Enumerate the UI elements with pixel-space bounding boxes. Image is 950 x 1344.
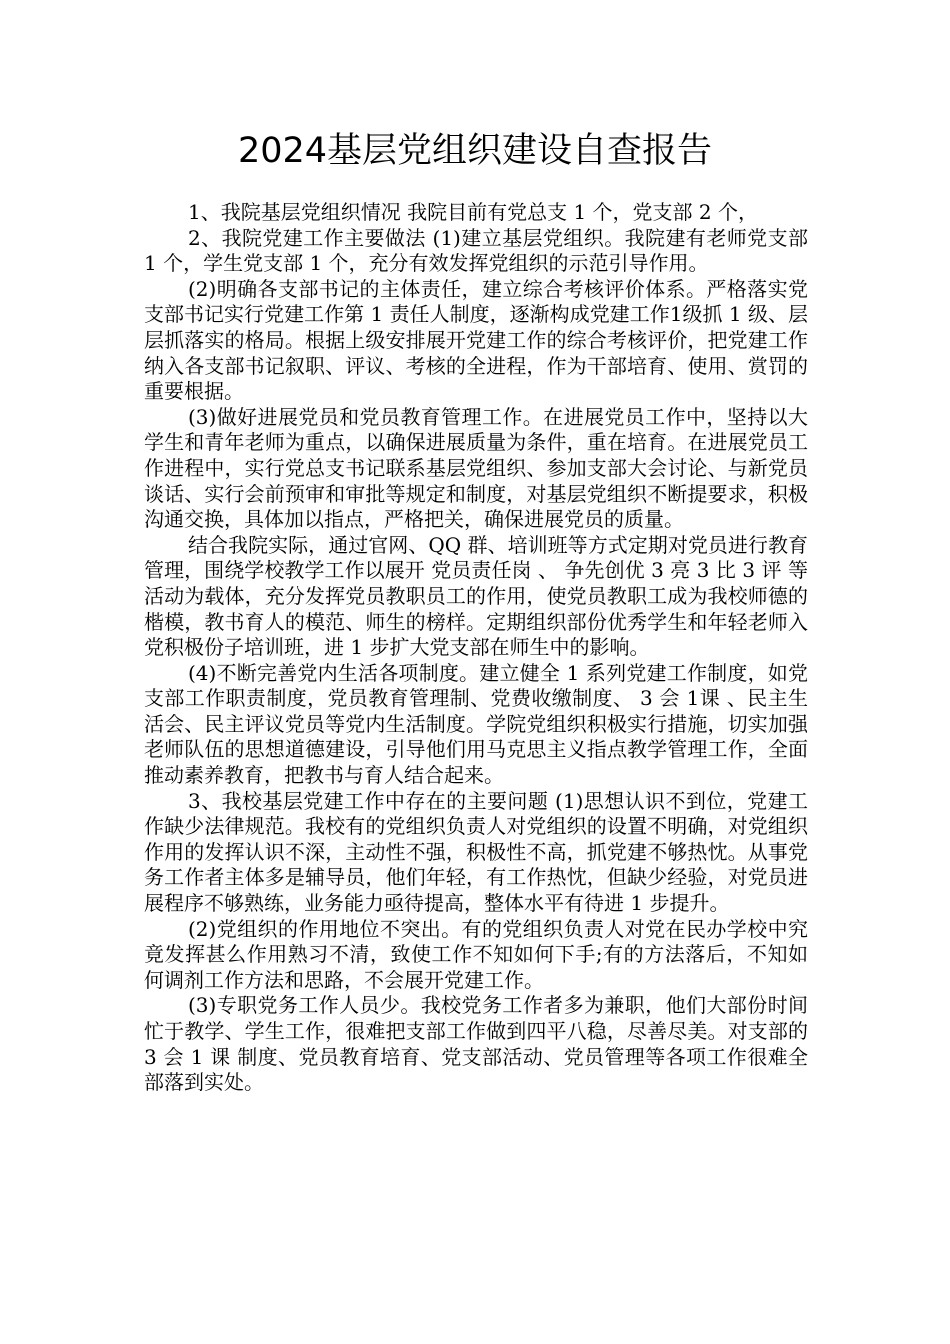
paragraph-4: (3)做好进展党员和党员教育管理工作。在进展党员工作中，坚持以大学生和青年老师为重点，以确保进展质量为条件，重在培育。在进展党员工作进程中，实行党总支书记联系基层党组织、参加支部大会讨论、与新党员谈话、实行会前预审和审批等规定和制度，对基层党组织不断提要求，积极沟通交换，具体加以指点，严格把关，确保进展党员的质量。: [144, 404, 808, 532]
paragraph-1: 1、我院基层党组织情况 我院目前有党总支 1 个，党支部 2 个，: [188, 200, 758, 224]
paragraph-7: 3、我校基层党建工作中存在的主要问题 (1)思想认识不到位，党建工作缺少法律规范。我校有的党组织负责人对党组织的设置不明确，对党组织作用的发挥认识不深，主动性不强，积极性不高，抓党建不够热忱。从事党务工作者主体多是辅导员，他们年轻，有工作热忱，但缺少经验，对党员进展程序不够熟练，业务能力亟待提高，整体水平有待进 1 步提升。: [144, 788, 808, 916]
paragraph-5: 结合我院实际，通过官网、QQ 群、培训班等方式定期对党员进行教育管理，围绕学校教学工作以展开 党员责任岗 、 争先创优 3 亮 3 比 3 评 等活动为载体，充分发挥党员教职员工的作用，使党员教职工成为我校师德的楷模，教书育人的模范、师生的榜样。定期组织部份优秀学生和年轻老师入党积极份子培训班，进 1 步扩大党支部在师生中的影响。: [144, 532, 808, 660]
paragraph-9: (3)专职党务工作人员少。我校党务工作者多为兼职，他们大部份时间忙于教学、学生工作，很难把支部工作做到四平八稳，尽善尽美。对支部的 3 会 1 课 制度、党员教育培育、党支部活动、党员管理等各项工作很难全部落到实处。: [144, 993, 808, 1095]
paragraph-6: (4)不断完善党内生活各项制度。建立健全 1 系列党建工作制度，如党支部工作职责制度，党员教育管理制、党费收缴制度、 3 会 1课 、民主生活会、民主评议党员等党内生活制度。学院党组织积极实行措施，切实加强老师队伍的思想道德建设，引导他们用马克思主义指点教学管理工作，全面推动素养教育，把教书与育人结合起来。: [144, 660, 808, 788]
paragraph-3: (2)明确各支部书记的主体责任，建立综合考核评价体系。严格落实党支部书记实行党建工作第 1 责任人制度，逐渐构成党建工作1级抓 1 级、层层抓落实的格局。根据上级安排展开党建工作的综合考核评价，把党建工作纳入各支部书记叙职、评议、考核的全进程，作为干部培育、使用、赏罚的重要根据。: [144, 276, 808, 404]
document-body: [144, 200, 808, 1096]
paragraph-8: (2)党组织的作用地位不突出。有的党组织负责人对党在民办学校中究竟发挥甚么作用熟习不清，致使工作不知如何下手;有的方法落后，不知如何调剂工作方法和思路，不会展开党建工作。: [144, 916, 808, 992]
paragraph-2: 2、我院党建工作主要做法 (1)建立基层党组织。我院建有老师党支部 1 个，学生党支部 1 个，充分有效发挥党组织的示范引导作用。: [144, 225, 808, 276]
document-title: 2024基层党组织建设自查报告: [237, 131, 713, 171]
